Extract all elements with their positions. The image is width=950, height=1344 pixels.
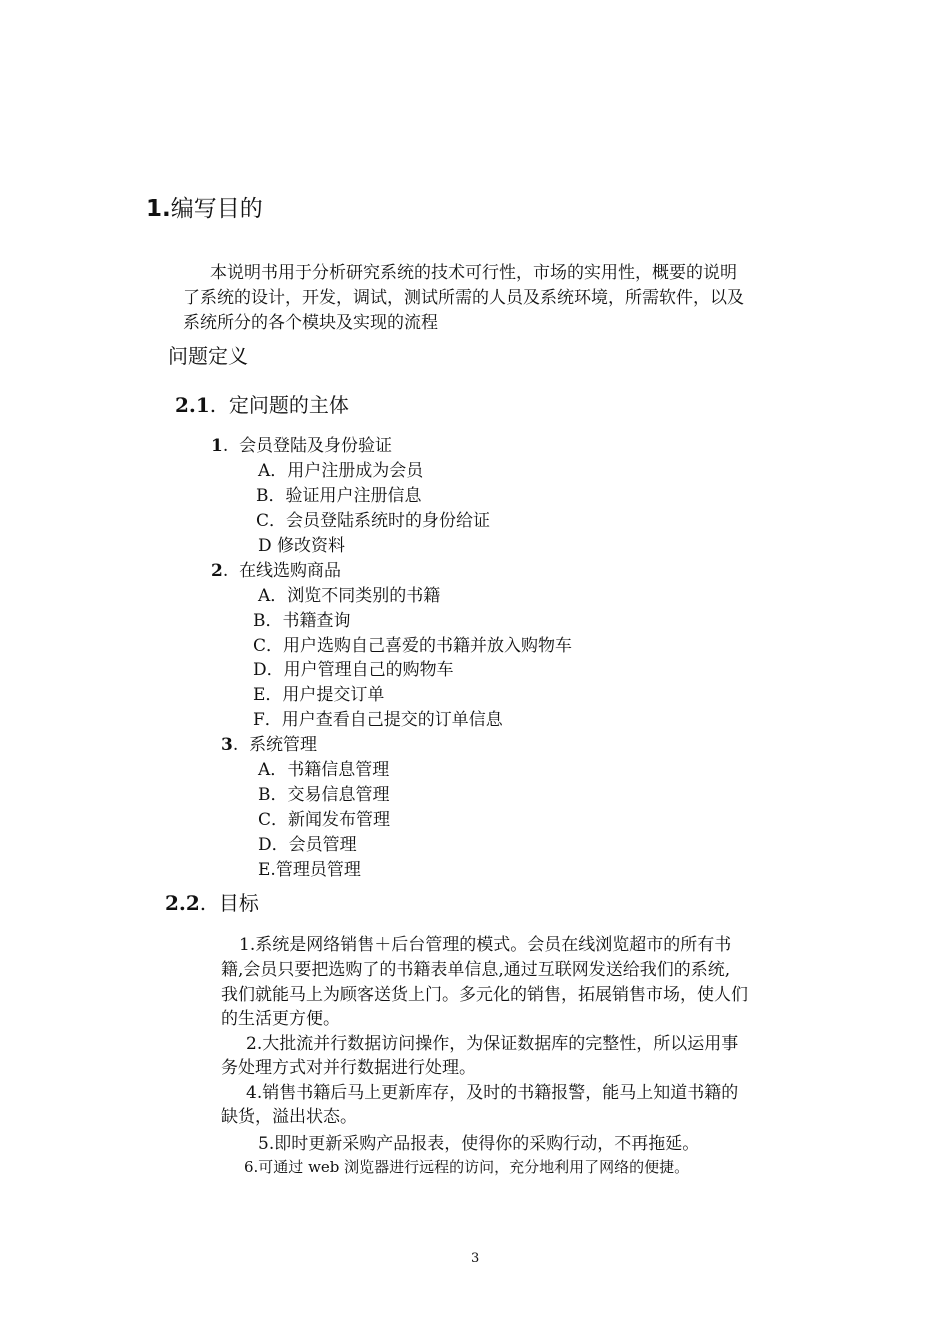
list-item: A．用户注册成为会员: [258, 461, 424, 481]
subsection-2-1-number: 2.1: [175, 393, 210, 417]
goal-line: 5.即时更新采购产品报表，使得你的采购行动，不再拖延。: [258, 1134, 700, 1154]
list-item: B．验证用户注册信息: [256, 486, 422, 506]
subsection-2-2-title: 目标: [218, 891, 259, 915]
list-item: C．会员登陆系统时的身份给证: [256, 511, 491, 531]
goal-line: 6.可通过 web 浏览器进行远程的访问，充分地利用了网络的便捷。: [244, 1158, 690, 1176]
list-item: A．浏览不同类别的书籍: [258, 586, 441, 606]
subsection-2-1-title: 定问题的主体: [228, 393, 349, 417]
list-item: A．书籍信息管理: [258, 760, 390, 780]
goal-line: 的生活更方便。: [221, 1009, 340, 1029]
subsection-2-1-heading: 2.1. 定问题的主体: [175, 393, 349, 417]
goal-line: 1.系统是网络销售＋后台管理的模式。会员在线浏览超市的所有书: [239, 935, 732, 955]
group-2-heading: 2. 在线选购商品: [211, 561, 342, 581]
purpose-paragraph-line-3: 系统所分的各个模块及实现的流程: [183, 313, 438, 333]
purpose-paragraph-line-2: 了系统的设计，开发，调试，测试所需的人员及系统环境，所需软件，以及: [183, 288, 744, 308]
list-item: C．用户选购自己喜爱的书籍并放入购物车: [253, 636, 573, 656]
purpose-paragraph-line-1: 本说明书用于分析研究系统的技术可行性，市场的实用性，概要的说明: [210, 263, 737, 283]
goal-line: 2.大批流并行数据访问操作，为保证数据库的完整性，所以运用事: [246, 1034, 739, 1054]
subsection-2-2-heading: 2.2. 目标: [165, 891, 259, 915]
group-1-heading: 1. 会员登陆及身份验证: [211, 436, 393, 456]
list-item: D．用户管理自己的购物车: [253, 660, 454, 680]
section-1-heading: [146, 190, 263, 223]
goal-line: 务处理方式对并行数据进行处理。: [221, 1058, 476, 1078]
list-item: E.管理员管理: [258, 860, 361, 880]
subsection-2-2-number: 2.2: [165, 891, 200, 915]
list-item: D．会员管理: [258, 835, 357, 855]
goal-line: 4.销售书籍后马上更新库存，及时的书籍报警，能马上知道书籍的: [246, 1083, 739, 1103]
group-3-heading: 3. 系统管理: [221, 735, 318, 755]
goal-line: 缺货，溢出状态。: [221, 1107, 357, 1127]
list-item: E．用户提交订单: [253, 685, 385, 705]
page-number: 3: [471, 1251, 480, 1266]
goal-line: 籍,会员只要把选购了的书籍表单信息,通过互联网发送给我们的系统,: [221, 960, 731, 980]
list-item: B．书籍查询: [253, 611, 351, 631]
goal-line: 我们就能马上为顾客送货上门。多元化的销售，拓展销售市场，使人们: [221, 985, 748, 1005]
section-1-number: 1.: [146, 196, 171, 222]
list-item: F．用户查看自己提交的订单信息: [253, 710, 503, 730]
list-item: B．交易信息管理: [258, 785, 390, 805]
section-2-heading: 问题定义: [168, 344, 248, 368]
list-item: D 修改资料: [258, 536, 346, 556]
section-1-title: 编写目的: [170, 196, 263, 222]
list-item: C．新闻发布管理: [258, 810, 391, 830]
